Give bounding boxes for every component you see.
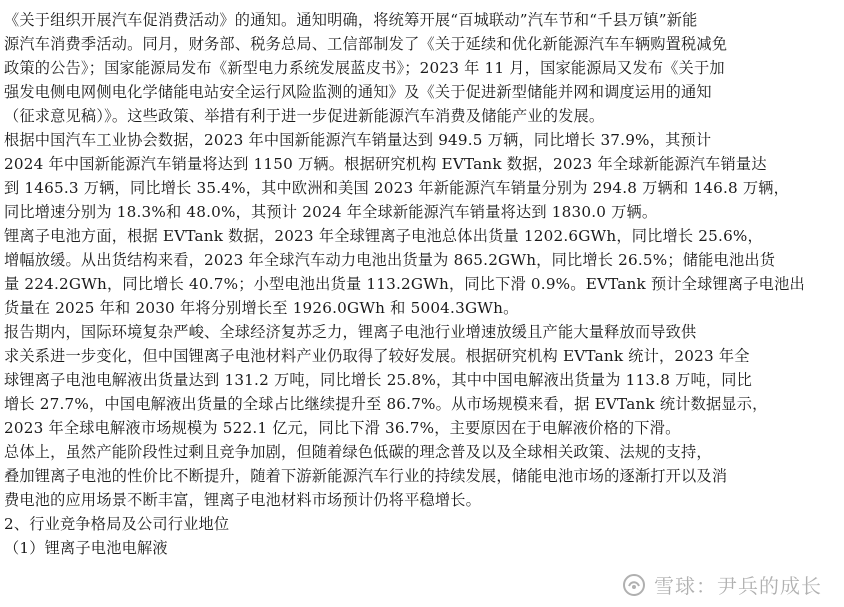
document-line: 求关系进一步变化，但中国锂离子电池材料产业仍取得了较好发展。根据研究机构 EVTank 统计，2023 年全 bbox=[4, 347, 750, 365]
document-line: 《关于组织开展汽车促消费活动》的通知。通知明确，将统筹开展“百城联动”汽车节和“千县万镇”新能 bbox=[4, 11, 698, 29]
document-line: 2、行业竞争格局及公司行业地位 bbox=[4, 515, 230, 533]
document-line: 2023 年全球电解液市场规模为 522.1 亿元，同比下滑 36.7%，主要原因在于电解液价格的下滑。 bbox=[4, 419, 681, 437]
document-line: 费电池的应用场景不断丰富，锂离子电池材料市场预计仍将平稳增长。 bbox=[4, 491, 482, 509]
document-line: （征求意见稿）》。这些政策、举措有利于进一步促进新能源汽车消费及储能产业的发展。 bbox=[4, 107, 605, 125]
document-line: 到 1465.3 万辆，同比增长 35.4%，其中欧洲和美国 2023 年新能源汽车销量分别为 294.8 万辆和 146.8 万辆， bbox=[4, 179, 790, 197]
document-line: 增幅放缓。从出货结构来看，2023 年全球汽车动力电池出货量为 865.2GWh，同比增长 26.5%；储能电池出货 bbox=[4, 251, 776, 269]
document-line: 根据中国汽车工业协会数据，2023 年中国新能源汽车销量达到 949.5 万辆，同比增长 37.9%，其预计 bbox=[4, 131, 712, 149]
document-line: 强发电侧电网侧电化学储能电站安全运行风险监测的通知》及《关于促进新型储能并网和调度运用的通知 bbox=[4, 83, 712, 101]
document-line: 锂离子电池方面，根据 EVTank 数据，2023 年全球锂离子电池总体出货量 1202.6GWh，同比增长 25.6%， bbox=[4, 227, 763, 245]
watermark bbox=[622, 570, 822, 599]
document-line: 球锂离子电池电解液出货量达到 131.2 万吨，同比增长 25.8%，其中中国电解液出货量为 113.8 万吨，同比 bbox=[4, 371, 753, 389]
document-line: 源汽车消费季活动。同月，财务部、税务总局、工信部制发了《关于延续和优化新能源汽车车辆购置税减免 bbox=[4, 35, 728, 53]
document-line: 量 224.2GWh，同比增长 40.7%；小型电池出货量 113.2GWh，同比下滑 0.9%。EVTank 预计全球锂离子电池出 bbox=[4, 275, 805, 293]
watermark-text: 雪球：尹兵的成长 bbox=[654, 574, 822, 598]
document-line: 2024 年中国新能源汽车销量将达到 1150 万辆。根据研究机构 EVTank 数据，2023 年全球新能源汽车销量达 bbox=[4, 155, 767, 173]
document-line: 叠加锂离子电池的性价比不断提升，随着下游新能源汽车行业的持续发展，储能电池市场的逐渐打开以及消 bbox=[4, 467, 728, 485]
document-line: 同比增速分别为 18.3%和 48.0%，其预计 2024 年全球新能源汽车销量将达到 1830.0 万辆。 bbox=[4, 203, 658, 221]
document-line: 总体上，虽然产能阶段性过剩且竞争加剧，但随着绿色低碳的理念普及以及全球相关政策、法规的支持， bbox=[4, 443, 712, 461]
snowball-logo-icon bbox=[622, 573, 646, 597]
document-line: 增长 27.7%，中国电解液出货量的全球占比继续提升至 86.7%。从市场规模来看，据 EVTank 统计数据显示， bbox=[4, 395, 768, 413]
document-line: 政策的公告》；国家能源局发布《新型电力系统发展蓝皮书》；2023 年 11 月，国家能源局又发布《关于加 bbox=[4, 59, 725, 77]
document-line: 报告期内，国际环境复杂严峻、全球经济复苏乏力，锂离子电池行业增速放缓且产能大量释放而导致供 bbox=[4, 323, 697, 341]
document-line: 货量在 2025 年和 2030 年将分别增长至 1926.0GWh 和 5004.3GWh。 bbox=[4, 299, 519, 317]
document-line: （1）锂离子电池电解液 bbox=[4, 539, 168, 557]
